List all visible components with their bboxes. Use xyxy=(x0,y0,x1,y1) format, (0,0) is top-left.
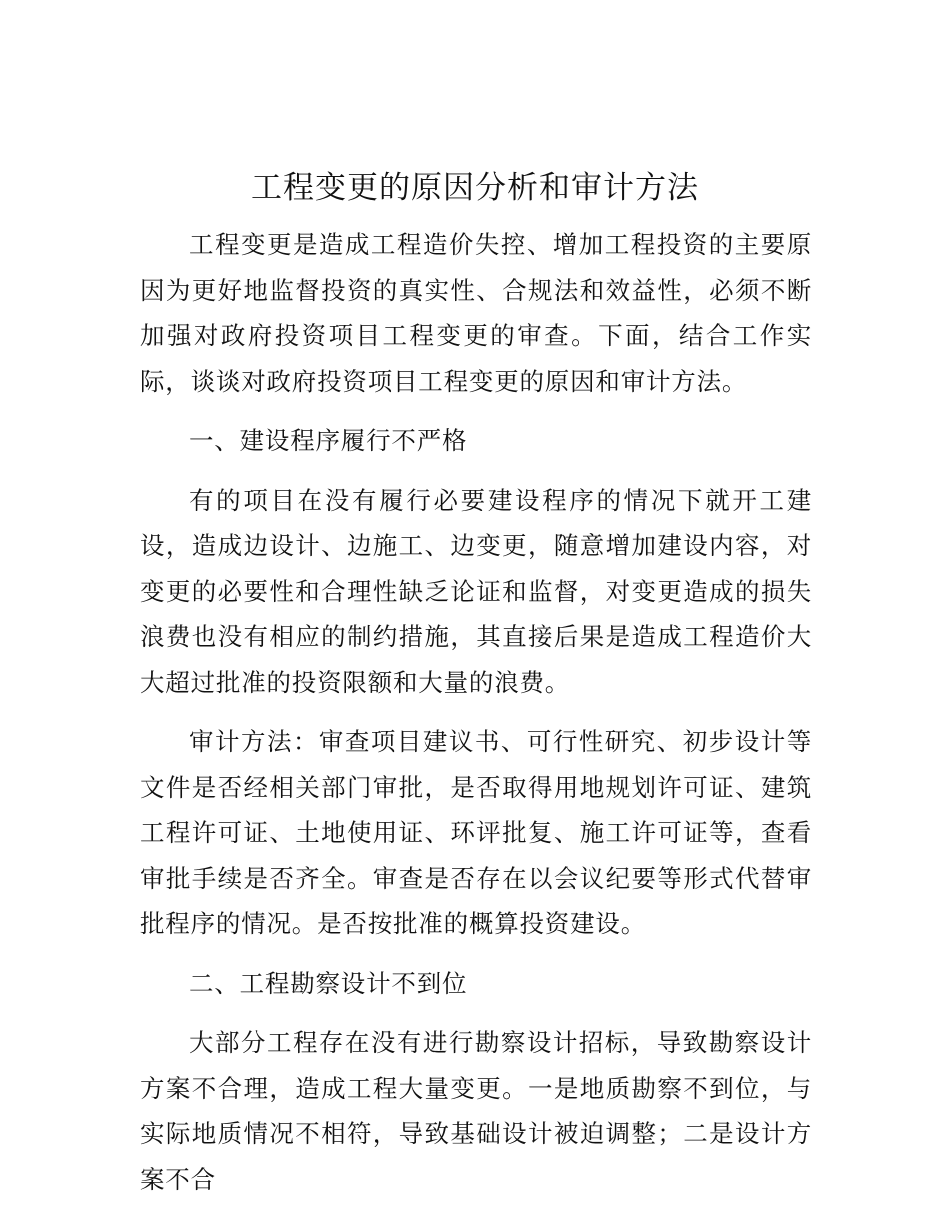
audit-method-paragraph: 审计方法：审查项目建议书、可行性研究、初步设计等文件是否经相关部门审批，是否取得用地规划许可证、建筑工程许可证、土地使用证、环评批复、施工许可证等，查看审批手续是否齐全。审查是否存在以会议纪要等形式代替审批程序的情况。是否按批准的概算投资建设。 xyxy=(140,727,812,938)
section-1-paragraph: 有的项目在没有履行必要建设程序的情况下就开工建设，造成边设计、边施工、边变更，随意增加建设内容，对变更的必要性和合理性缺乏论证和监督，对变更造成的损失浪费也没有相应的制约措施，其直接后果是造成工程造价大大超过批准的投资限额和大量的浪费。 xyxy=(140,485,812,697)
section-heading-2: 二、工程勘察设计不到位 xyxy=(189,968,468,998)
intro-paragraph: 工程变更是造成工程造价失控、增加工程投资的主要原因为更好地监督投资的真实性、合规法和效益性，必须不断加强对政府投资项目工程变更的审查。下面，结合工作实际，谈谈对政府投资项目工程变更的原因和审计方法。 xyxy=(140,230,812,396)
section-heading-1: 一、建设程序履行不严格 xyxy=(189,426,468,455)
section-2-paragraph: 大部分工程存在没有进行勘察设计招标，导致勘察设计方案不合理，造成工程大量变更。一是地质勘察不到位，与实际地质情况不相符，导致基础设计被迫调整；二是设计方案不合 xyxy=(140,1028,812,1194)
document-title: 工程变更的原因分析和审计方法 xyxy=(251,170,699,206)
document-body xyxy=(140,222,812,1216)
